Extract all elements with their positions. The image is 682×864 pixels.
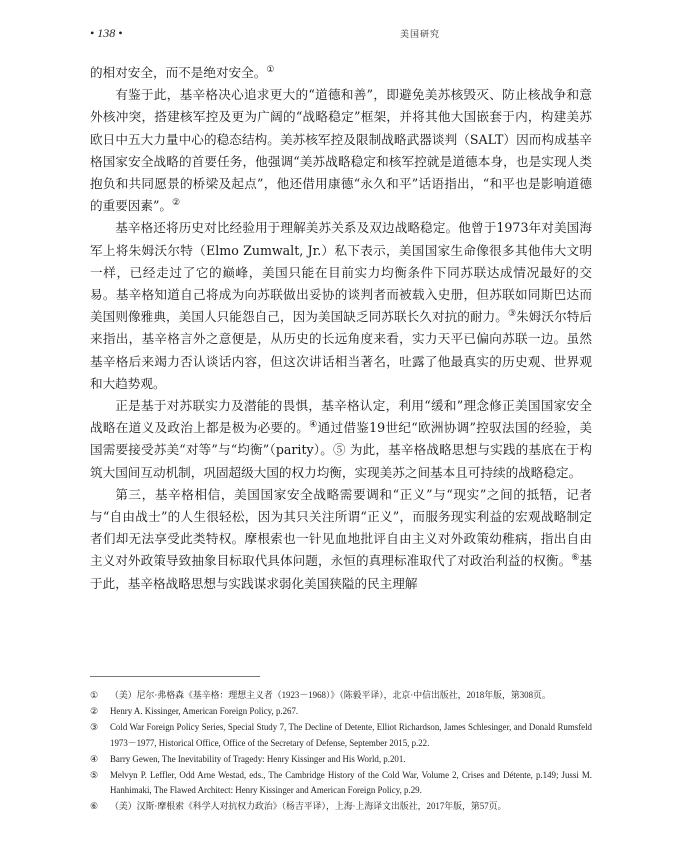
page-header bbox=[90, 26, 590, 41]
footnote bbox=[90, 752, 592, 768]
running-title: 美国研究 bbox=[399, 30, 440, 40]
page-number: • 138 • bbox=[90, 26, 123, 40]
footnote-text: Melvyn P. Leffler, Odd Arne Westad, eds., The Cambridge History of the Cold War, Volume 2, Crises and Détente, p.149; Jussi M. Hanhimaki, The Flawed Architect: Henry Kissinger and American Foreign Policy, p.29. bbox=[110, 769, 592, 796]
footnote bbox=[90, 768, 592, 800]
footnote bbox=[90, 704, 592, 720]
footnote-text: （美）汉斯·摩根索《科学人对抗权力政治》（杨吉平译），上海·上海译文出版社，2017年版，第57页。 bbox=[110, 801, 507, 812]
footnotes bbox=[90, 688, 592, 815]
footnote-number: ④ bbox=[90, 753, 98, 764]
footnote-number: ① bbox=[90, 690, 98, 700]
footnote-number: ⑥ bbox=[90, 801, 98, 812]
footnote-text: Cold War Foreign Policy Series, Special Study 7, The Decline of Detente, Elliot Richardson, James Schlesinger, and Donald Rumsfeld 1973－1977, Historical Office, Office of the Secretary of Defense, September 2015, p.22. bbox=[110, 721, 592, 748]
footnote bbox=[90, 688, 592, 704]
footnote-marker[interactable]: ④ bbox=[309, 420, 318, 431]
footnote-text: Henry A. Kissinger, American Foreign Policy, p.267. bbox=[110, 705, 299, 716]
footnote-number: ⑤ bbox=[90, 769, 98, 780]
footnote-number: ② bbox=[90, 705, 98, 716]
footnote-marker[interactable]: ⑥ bbox=[571, 553, 580, 564]
footnote-marker[interactable]: ③ bbox=[507, 309, 517, 320]
paragraph: 的相对安全，而不是绝对安全。① bbox=[90, 64, 275, 80]
footnote-divider bbox=[90, 676, 260, 677]
footnote-marker[interactable]: ② bbox=[172, 198, 181, 209]
footnote-text: Barry Gewen, The Inevitability of Tragedy: Henry Kissinger and His World, p.201. bbox=[110, 753, 406, 764]
paragraph: 第三，基辛格相信，美国国家安全战略需要调和“正义”与“现实”之间的抵牾，记者与“自由战士”的人生很轻松，因为其只关注所谓“正义”，而服务现实利益的宏观战略制定者们却无法享受此类特权。摩根索也一针见血地批评自由主义对外政策幼稚病，指出自由主义对外政策导致抽象目标取代具体问题，永恒的真理标准取代了对政治利益的权衡。⑥基于此，基辛格战略思想与实践谋求弱化美国狭隘的民主理解 bbox=[90, 486, 592, 591]
footnote-marker[interactable]: ① bbox=[266, 64, 275, 75]
footnote bbox=[90, 799, 592, 815]
paragraph: 有鉴于此，基辛格决心追求更大的“道德和善”，即避免美苏核毁灭、防止核战争和意外核冲突，搭建核军控及更为广阔的“战略稳定”框架，并将其他大国嵌套于内，构建美苏欧日中五大力量中心的稳态结构。美苏核军控及限制战略武器谈判（SALT）因而构成基辛格国家安全战略的首要任务，他强调“美苏战略稳定和核军控就是道德本身，也是实现人类抱负和共同愿景的桥梁及起点”，他还借用康德“永久和平”话语指出，“和平也是影响道德的重要因素”。② bbox=[90, 87, 592, 214]
footnote bbox=[90, 720, 592, 752]
footnote-text: （美）尼尔·弗格森《基辛格：理想主义者（1923－1968）》（陈毅平译），北京·中信出版社，2018年版，第308页。 bbox=[110, 690, 551, 700]
paragraph: 基辛格还将历史对比经验用于理解美苏关系及双边战略稳定。他曾于1973年对美国海军上将朱姆沃尔特（Elmo Zumwalt, Jr.）私下表示，美国国家生命像很多其他伟大文明一样，已经走过了它的巅峰，美国只能在目前实力均衡条件下同苏联达成情况最好的交易。基辛格知道自己将成为向苏联做出妥协的谈判者而被载入史册，但苏联如同斯巴达而美国则像雅典，美国人只能怨自己，因为美国缺乏同苏联长久对抗的耐力。③朱姆沃尔特后来指出，基辛格言外之意便是，从历史的长远角度来看，实力天平已偏向苏联一边。虽然基辛格后来竭力否认谈话内容，但这次讲话相当著名，吐露了他最真实的历史观、世界观和大趋势观。 bbox=[90, 220, 592, 391]
paragraph: 正是基于对苏联实力及潜能的畏惧，基辛格认定，利用“缓和”理念修正美国国家安全战略在道义及政治上都是极为必要的。④通过借鉴19世纪“欧洲协调”控驭法国的经验，美国需要接受苏美“对等”与“均衡”（parity）。⑤ 为此，基辛格战略思想与实践的基底在于构筑大国间互动机制，巩固超级大国的权力均衡，实现美苏之间基本且可持续的战略稳定。 bbox=[90, 398, 592, 480]
body-text bbox=[90, 62, 592, 595]
footnote-number: ③ bbox=[90, 721, 98, 732]
